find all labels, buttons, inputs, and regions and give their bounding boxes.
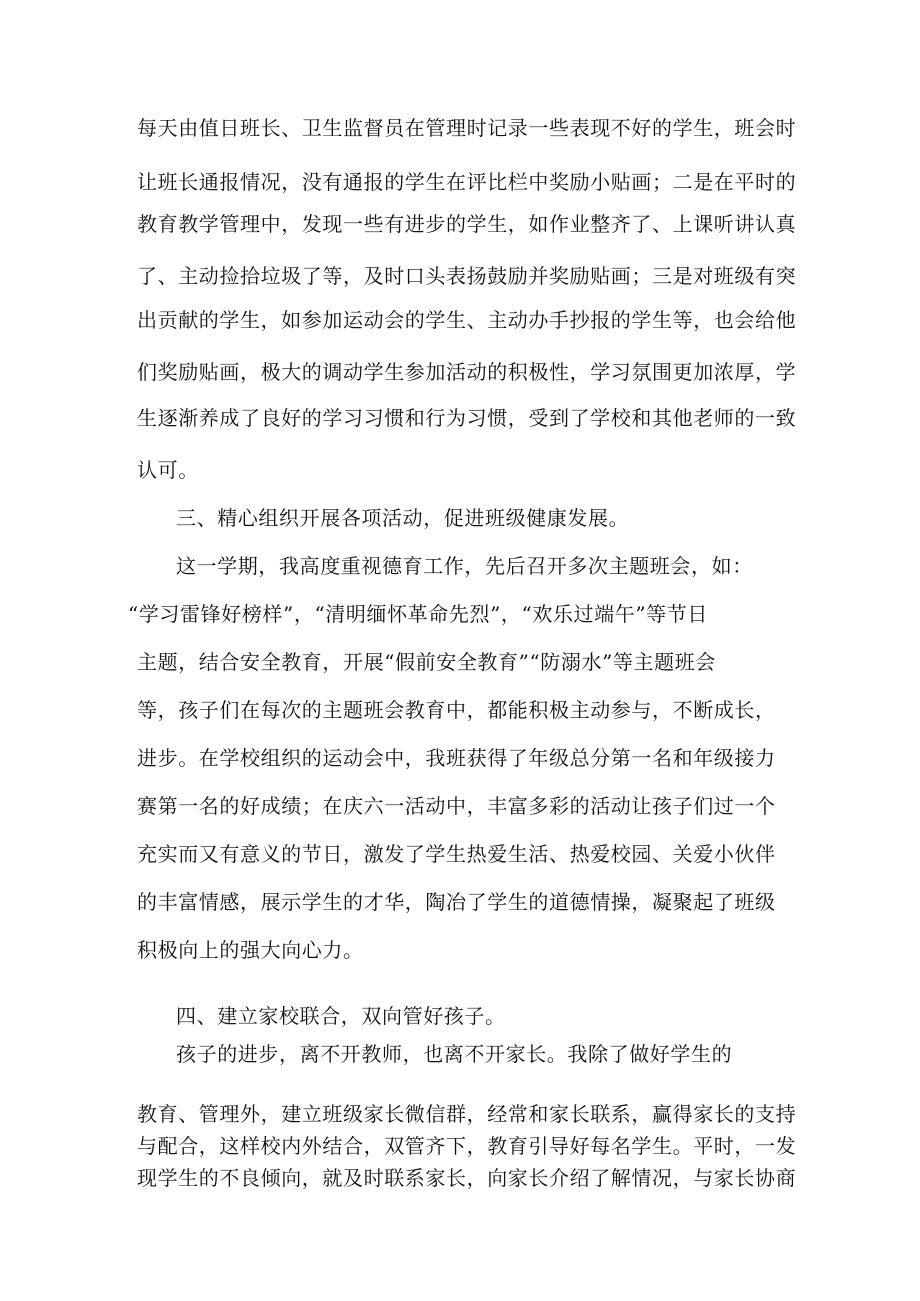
paragraph-2-line: 积极向上的强大向心力。 bbox=[137, 938, 364, 962]
paragraph-1-line: 认可。 bbox=[137, 458, 199, 482]
paragraph-2-line: 进步。在学校组织的运动会中，我班获得了年级总分第一名和年级接力 bbox=[137, 746, 776, 770]
paragraph-2-line: “学习雷锋好榜样”，“清明缅怀革命先烈”，“欢乐过端午”等节日 bbox=[128, 602, 708, 626]
paragraph-3-line: 现学生的不良倾向，就及时联系家长，向家长介绍了解情况，与家长协商 bbox=[137, 1166, 797, 1190]
section-heading-3: 三、精心组织开展各项活动，促进班级健康发展。 bbox=[176, 506, 630, 530]
paragraph-2-line: 这一学期，我高度重视德育工作，先后召开多次主题班会，如： bbox=[176, 554, 753, 578]
paragraph-1-line: 每天由值日班长、卫生监督员在管理时记录一些表现不好的学生，班会时 bbox=[137, 116, 797, 140]
paragraph-1-line: 了、主动捡拾垃圾了等，及时口头表扬鼓励并奖励贴画；三是对班级有突 bbox=[137, 264, 797, 288]
paragraph-1-line: 让班长通报情况，没有通报的学生在评比栏中奖励小贴画；二是在平时的 bbox=[137, 170, 797, 194]
paragraph-1-line: 教育教学管理中，发现一些有进步的学生，如作业整齐了、上课听讲认真 bbox=[137, 212, 797, 236]
paragraph-1-line: 们奖励贴画，极大的调动学生参加活动的积极性，学习氛围更加浓厚，学 bbox=[137, 360, 797, 384]
paragraph-2-line: 主题，结合安全教育，开展“假前安全教育”“防溺水”等主题班会 bbox=[137, 650, 716, 674]
paragraph-3-line: 孩子的进步，离不开教师，也离不开家长。我除了做好学生的 bbox=[176, 1042, 733, 1066]
paragraph-2-line: 的丰富情感，展示学生的才华，陶冶了学生的道德情操，凝聚起了班级 bbox=[137, 890, 776, 914]
paragraph-2-line: 等，孩子们在每次的主题班会教育中，都能积极主动参与，不断成长， bbox=[137, 698, 776, 722]
section-heading-4: 四、建立家校联合，双向管好孩子。 bbox=[176, 1004, 506, 1028]
paragraph-3-line: 与配合，这样校内外结合，双管齐下，教育引导好每名学生。平时，一发 bbox=[137, 1134, 797, 1158]
paragraph-1-line: 生逐渐养成了良好的学习习惯和行为习惯，受到了学校和其他老师的一致 bbox=[137, 406, 797, 430]
paragraph-2-line: 赛第一名的好成绩；在庆六一活动中，丰富多彩的活动让孩子们过一个 bbox=[137, 794, 776, 818]
paragraph-3-line: 教育、管理外，建立班级家长微信群，经常和家长联系，赢得家长的支持 bbox=[137, 1102, 797, 1126]
paragraph-2-line: 充实而又有意义的节日，激发了学生热爱生活、热爱校园、关爱小伙伴 bbox=[137, 842, 776, 866]
paragraph-1-line: 出贡献的学生，如参加运动会的学生、主动办手抄报的学生等，也会给他 bbox=[137, 308, 797, 332]
